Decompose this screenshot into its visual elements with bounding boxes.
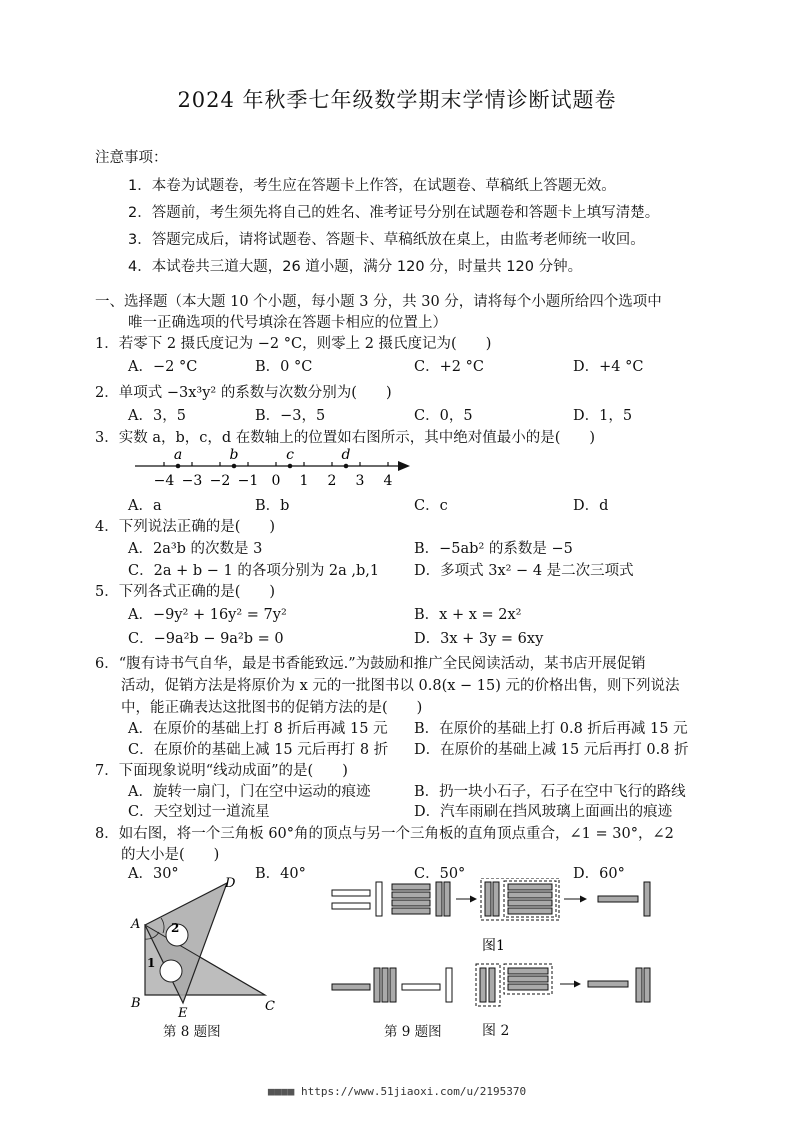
question-8-stem: 的大小是( ) (121, 847, 220, 863)
footer-mark: ■■■■ (267, 1085, 295, 1098)
number-line-tick-label: 3 (355, 473, 365, 489)
question-6-stem: 活动，促销方法是将原价为 x 元的一批图书以 0.8(x − 15) 元的价格出售，则下列说法 (121, 678, 680, 694)
number-line-point-label: b (229, 447, 239, 463)
q5-option-c[interactable]: C．−9a²b − 9a²b = 0 (128, 631, 284, 647)
q4-option-c[interactable]: C．2a + b − 1 的各项分别为 2a ,b,1 (128, 563, 380, 579)
notice-item: 2．答题前，考生须先将自己的姓名、准考证号分别在试题卷和答题卡上填写清楚。 (128, 205, 660, 221)
number-line-point-label: c (286, 447, 294, 463)
q7-option-a[interactable]: A．旋转一扇门，门在空中运动的痕迹 (128, 784, 371, 800)
q7-option-b[interactable]: B．扔一块小石子，石子在空中飞行的路线 (414, 784, 686, 800)
question-4-stem: 4．下列说法正确的是( ) (95, 519, 276, 535)
figure-8-triangles (125, 875, 295, 1020)
label-angle-2: 2 (171, 921, 180, 935)
number-line-tick-label: 2 (327, 473, 337, 489)
number-line-point (344, 464, 349, 469)
number-line-point (176, 464, 181, 469)
footer-url-line (0, 1085, 794, 1098)
number-line-tick-label: 4 (383, 473, 393, 489)
question-6-stem: 中，能正确表达这批图书的促销方法的是( ) (121, 700, 423, 716)
label-e: E (178, 1006, 188, 1020)
q7-option-d[interactable]: D．汽车雨刷在挡风玻璃上面画出的痕迹 (414, 804, 673, 820)
q2-option-c[interactable]: C．0，5 (414, 408, 473, 424)
question-5-stem: 5．下列各式正确的是( ) (95, 584, 276, 600)
q1-option-b[interactable]: B．0 °C (255, 359, 313, 375)
q3-option-d[interactable]: D．d (573, 498, 609, 514)
notice-item: 3．答题完成后，请将试题卷、答题卡、草稿纸放在桌上，由监考老师统一收回。 (128, 232, 645, 248)
q6-option-c[interactable]: C．在原价的基础上减 15 元后再打 8 折 (128, 742, 389, 758)
q8-option-a[interactable]: A．30° (128, 866, 179, 882)
number-line-tick-label: 0 (271, 473, 281, 489)
fig9-row1 (332, 878, 650, 920)
number-line-tick-label: 1 (299, 473, 309, 489)
number-line-point (232, 464, 237, 469)
question-3-stem: 3．实数 a，b，c，d 在数轴上的位置如右图所示，其中绝对值最小的是( ) (95, 430, 596, 446)
q7-option-c[interactable]: C．天空划过一道流星 (128, 804, 270, 820)
q6-option-a[interactable]: A．在原价的基础上打 8 折后再减 15 元 (128, 721, 388, 737)
number-line-tick-label: −2 (209, 473, 231, 489)
q2-option-b[interactable]: B．−3，5 (255, 408, 326, 424)
section-heading-cont: 唯一正确选项的代号填涂在答题卡相应的位置上） (128, 315, 447, 331)
fig9-row2 (332, 964, 650, 1006)
number-line-tick-label: −3 (181, 473, 203, 489)
number-line-figure (130, 446, 420, 492)
number-line-point (288, 464, 293, 469)
q8-option-b[interactable]: B．40° (255, 866, 306, 882)
q5-option-b[interactable]: B．x + x = 2x² (414, 607, 522, 623)
footer-url-link[interactable]: https://www.51jiaoxi.com/u/2195370 (300, 1085, 527, 1098)
q6-option-d[interactable]: D．在原价的基础上减 15 元后再打 0.8 折 (414, 742, 689, 758)
q8-option-d[interactable]: D．60° (573, 866, 625, 882)
number-line-tick-label: −1 (237, 473, 259, 489)
question-6-stem: 6．“腹有诗书气自华，最是书香能致远.”为鼓励和推广全民阅读活动，某书店开展促销 (95, 656, 646, 672)
q3-option-c[interactable]: C．c (414, 498, 448, 514)
label-c: C (265, 999, 275, 1014)
notice-item: 4．本试卷共三道大题，26 道小题，满分 120 分，时量共 120 分钟。 (128, 259, 583, 275)
q5-option-d[interactable]: D．3x + 3y = 6xy (414, 631, 544, 647)
question-1-stem: 1．若零下 2 摄氏度记为 −2 °C，则零上 2 摄氏度记为( ) (95, 336, 492, 352)
number-line-point-label: a (173, 447, 183, 463)
q2-option-a[interactable]: A．3，5 (128, 408, 186, 424)
figure-9-sub2-label: 图 2 (482, 1023, 510, 1039)
notice-heading: 注意事项： (95, 150, 168, 166)
section-heading: 一、选择题（本大题 10 个小题，每小题 3 分，共 30 分，请将每个小题所给四个选项中 (95, 294, 662, 310)
q1-option-d[interactable]: D．+4 °C (573, 359, 644, 375)
q3-option-b[interactable]: B．b (255, 498, 290, 514)
label-d: D (225, 876, 236, 891)
q4-option-d[interactable]: D．多项式 3x² − 4 是二次三项式 (414, 563, 634, 579)
figure-9-sub1-label: 图1 (482, 938, 505, 954)
label-a: A (131, 917, 141, 932)
question-7-stem: 7．下面现象说明“线动成面”的是( ) (95, 763, 348, 779)
q1-option-a[interactable]: A．−2 °C (128, 359, 198, 375)
q5-option-a[interactable]: A．−9y² + 16y² = 7y² (128, 607, 287, 623)
q2-option-d[interactable]: D．1，5 (573, 408, 633, 424)
q8-option-c[interactable]: C．50° (414, 866, 466, 882)
label-b: B (131, 996, 141, 1011)
question-8-stem: 8．如右图，将一个三角板 60°角的顶点与另一个三角板的直角顶点重合，∠1 = 30°，∠2 (95, 826, 674, 842)
page-title: 2024 年秋季七年级数学期末学情诊断试题卷 (177, 88, 617, 112)
number-line-tick-label: −4 (153, 473, 175, 489)
q3-option-a[interactable]: A．a (128, 498, 162, 514)
ruler-hole-icon (160, 960, 182, 982)
figure-9-caption: 第 9 题图 (384, 1024, 442, 1040)
q4-option-b[interactable]: B．−5ab² 的系数是 −5 (414, 541, 573, 557)
question-2-stem: 2．单项式 −3x³y² 的系数与次数分别为( ) (95, 385, 392, 401)
label-angle-1: 1 (147, 956, 156, 970)
notice-item: 1．本卷为试题卷，考生应在答题卡上作答，在试题卷、草稿纸上答题无效。 (128, 178, 616, 194)
number-line-point-label: d (341, 447, 351, 463)
q1-option-c[interactable]: C．+2 °C (414, 359, 484, 375)
figure-8-caption: 第 8 题图 (163, 1024, 221, 1040)
q6-option-b[interactable]: B．在原价的基础上打 0.8 折后再减 15 元 (414, 721, 688, 737)
figure-9-diagram (330, 878, 660, 1008)
q4-option-a[interactable]: A．2a³b 的次数是 3 (128, 541, 263, 557)
